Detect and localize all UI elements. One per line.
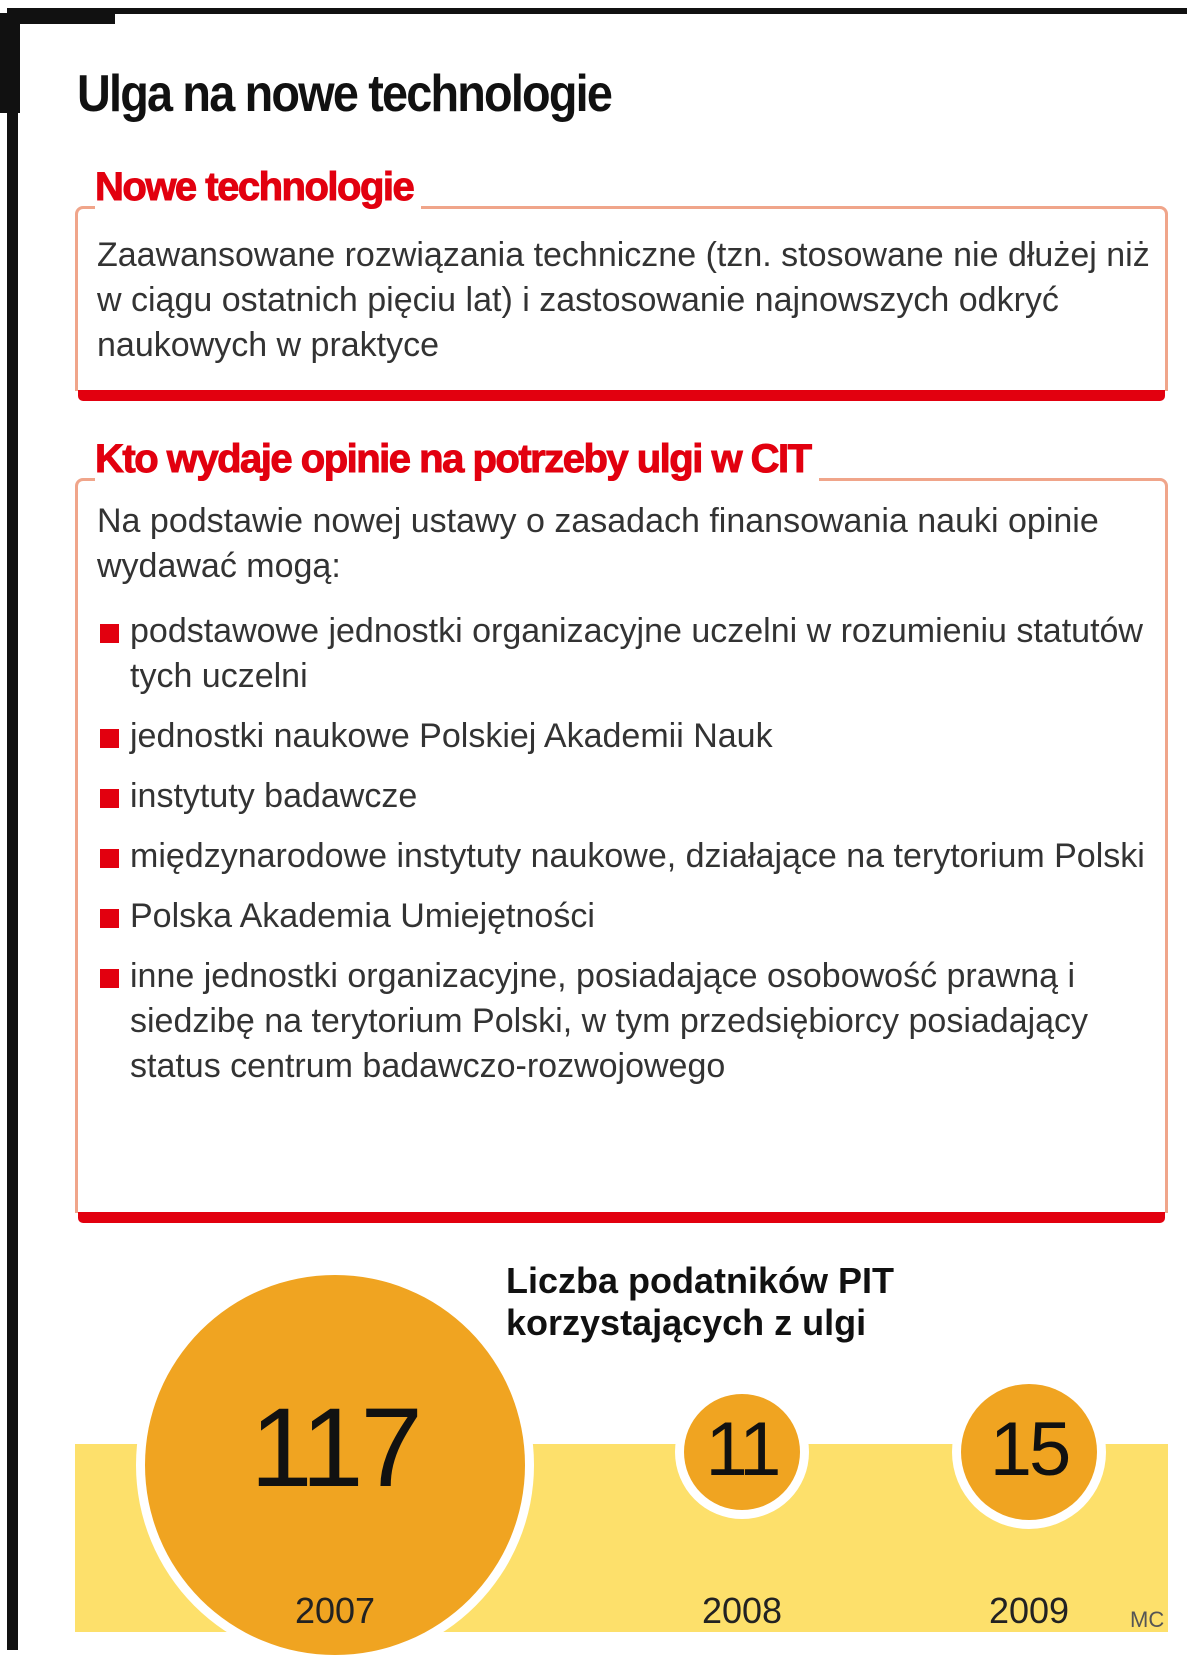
- bullet-square-icon: [100, 624, 119, 643]
- definition-box: [75, 165, 1168, 391]
- list-item: jednostki naukowe Polskiej Akademii Nauk: [98, 714, 1158, 759]
- opinion-list: [98, 609, 1158, 1104]
- frame-corner-mark: [7, 8, 115, 24]
- definition-heading: Nowe technologie: [95, 165, 421, 210]
- page-title: Ulga na nowe technologie: [77, 65, 612, 123]
- value-label-2007: 117: [250, 1385, 420, 1510]
- list-item: międzynarodowe instytuty naukowe, działające na terytorium Polski: [98, 834, 1158, 879]
- box-bottom-bar: [78, 1212, 1165, 1223]
- list-item: podstawowe jednostki organizacyjne uczelni w rozumieniu statutów tych uczelni: [98, 609, 1158, 699]
- value-label-2008: 11: [705, 1407, 779, 1493]
- bullet-square-icon: [100, 849, 119, 868]
- bullet-square-icon: [100, 909, 119, 928]
- list-item: instytuty badawcze: [98, 774, 1158, 819]
- frame-left-mark: [0, 13, 20, 113]
- definition-text: Zaawansowane rozwiązania techniczne (tzn. stosowane nie dłużej niż w ciągu ostatnich pięciu lat) i zastosowanie najnowszych odkryć naukowych w praktyce: [97, 236, 1150, 364]
- bullet-square-icon: [100, 969, 119, 988]
- frame-top-rule: [7, 8, 1187, 14]
- frame-left-rule: [7, 13, 18, 1650]
- opinion-box: [75, 437, 1168, 1213]
- list-item: Polska Akademia Umiejętności: [98, 894, 1158, 939]
- opinion-heading: Kto wydaje opinie na potrzeby ulgi w CIT: [95, 437, 819, 482]
- bullet-square-icon: [100, 789, 119, 808]
- year-label-2007: 2007: [294, 1590, 376, 1631]
- credit-label: MC: [1130, 1607, 1165, 1632]
- opinion-intro: Na podstawie nowej ustawy o zasadach finansowania nauki opinie wydawać mogą:: [97, 502, 1099, 585]
- year-label-2009: 2009: [988, 1590, 1070, 1631]
- value-label-2009: 15: [989, 1407, 1069, 1493]
- chart-title: Liczba podatników PIT korzystających z ulgi: [506, 1260, 895, 1343]
- bullet-square-icon: [100, 729, 119, 748]
- box-bottom-bar: [78, 390, 1165, 401]
- list-item: inne jednostki organizacyjne, posiadające osobowość prawną i siedzibę na terytorium Polski, w tym przedsiębiorcy posiadający status centrum badawczo-rozwojowego: [98, 954, 1158, 1089]
- year-label-2008: 2008: [701, 1590, 783, 1631]
